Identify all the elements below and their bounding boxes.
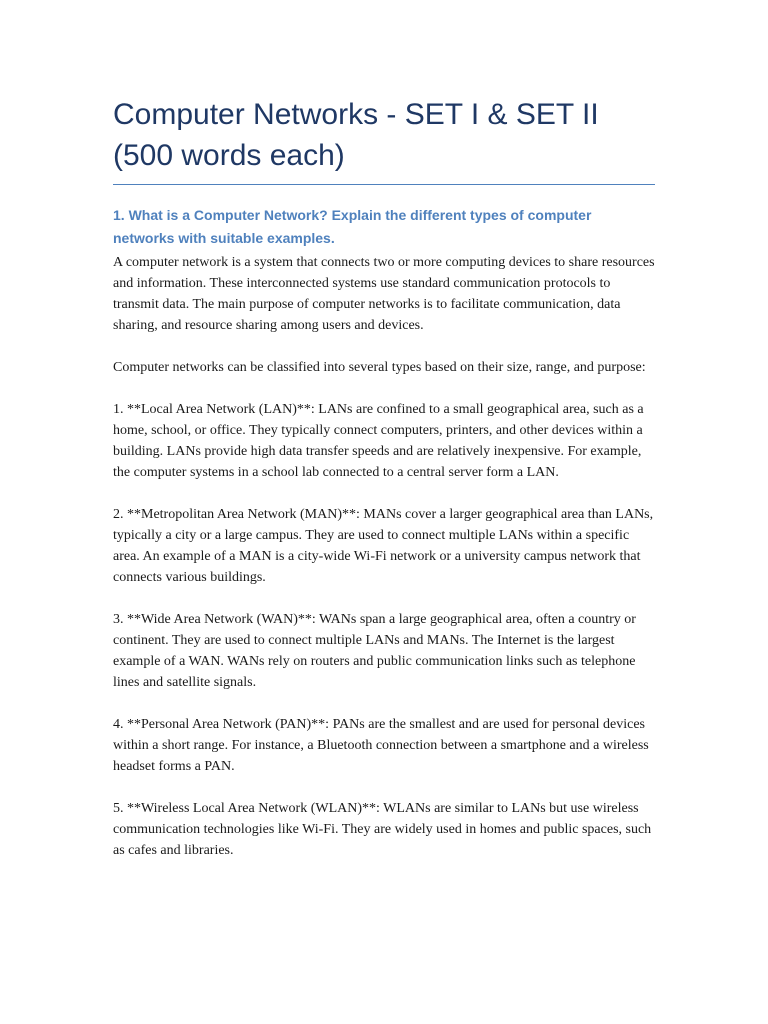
paragraph-intro: A computer network is a system that connects two or more computing devices to share resources and information. These interconnected systems use standard communication protocols to transmit data. The main purpose of computer networks is to facilitate communication, data sharing, and resource sharing among users and devices. (113, 255, 655, 333)
question-heading: 1. What is a Computer Network? Explain the different types of computer networks with suitable examples. (113, 207, 592, 246)
paragraph-wan: 3. **Wide Area Network (WAN)**: WANs span a large geographical area, often a country or continent. They are used to connect multiple LANs and MANs. The Internet is the largest example of a WAN. WANs rely on routers and public communication links such as telephone lines and satellite signals. (113, 612, 636, 690)
document-page (113, 94, 655, 861)
document-title: Computer Networks - SET I & SET II (500 words each) (113, 98, 599, 172)
paragraph-pan: 4. **Personal Area Network (PAN)**: PANs are the smallest and are used for personal devices within a short range. For instance, a Bluetooth connection between a smartphone and a wireless headset forms a PAN. (113, 717, 649, 774)
paragraph-classification: Computer networks can be classified into several types based on their size, range, and purpose: (113, 360, 646, 375)
paragraph-man: 2. **Metropolitan Area Network (MAN)**: MANs cover a larger geographical area than LANs, typically a city or a large campus. They are used to connect multiple LANs within a specific area. An example of a MAN is a city-wide Wi-Fi network or a university campus network that connects various buildings. (113, 507, 654, 585)
paragraph-wlan: 5. **Wireless Local Area Network (WLAN)**: WLANs are similar to LANs but use wireless communication technologies like Wi-Fi. They are widely used in homes and public spaces, such as cafes and libraries. (113, 801, 652, 858)
title-underline (113, 184, 655, 185)
paragraph-lan: 1. **Local Area Network (LAN)**: LANs are confined to a small geographical area, such as a home, school, or office. They typically connect computers, printers, and other devices within a building. LANs provide high data transfer speeds and are relatively inexpensive. For example, the computer systems in a school lab connected to a central server form a LAN. (113, 402, 644, 480)
